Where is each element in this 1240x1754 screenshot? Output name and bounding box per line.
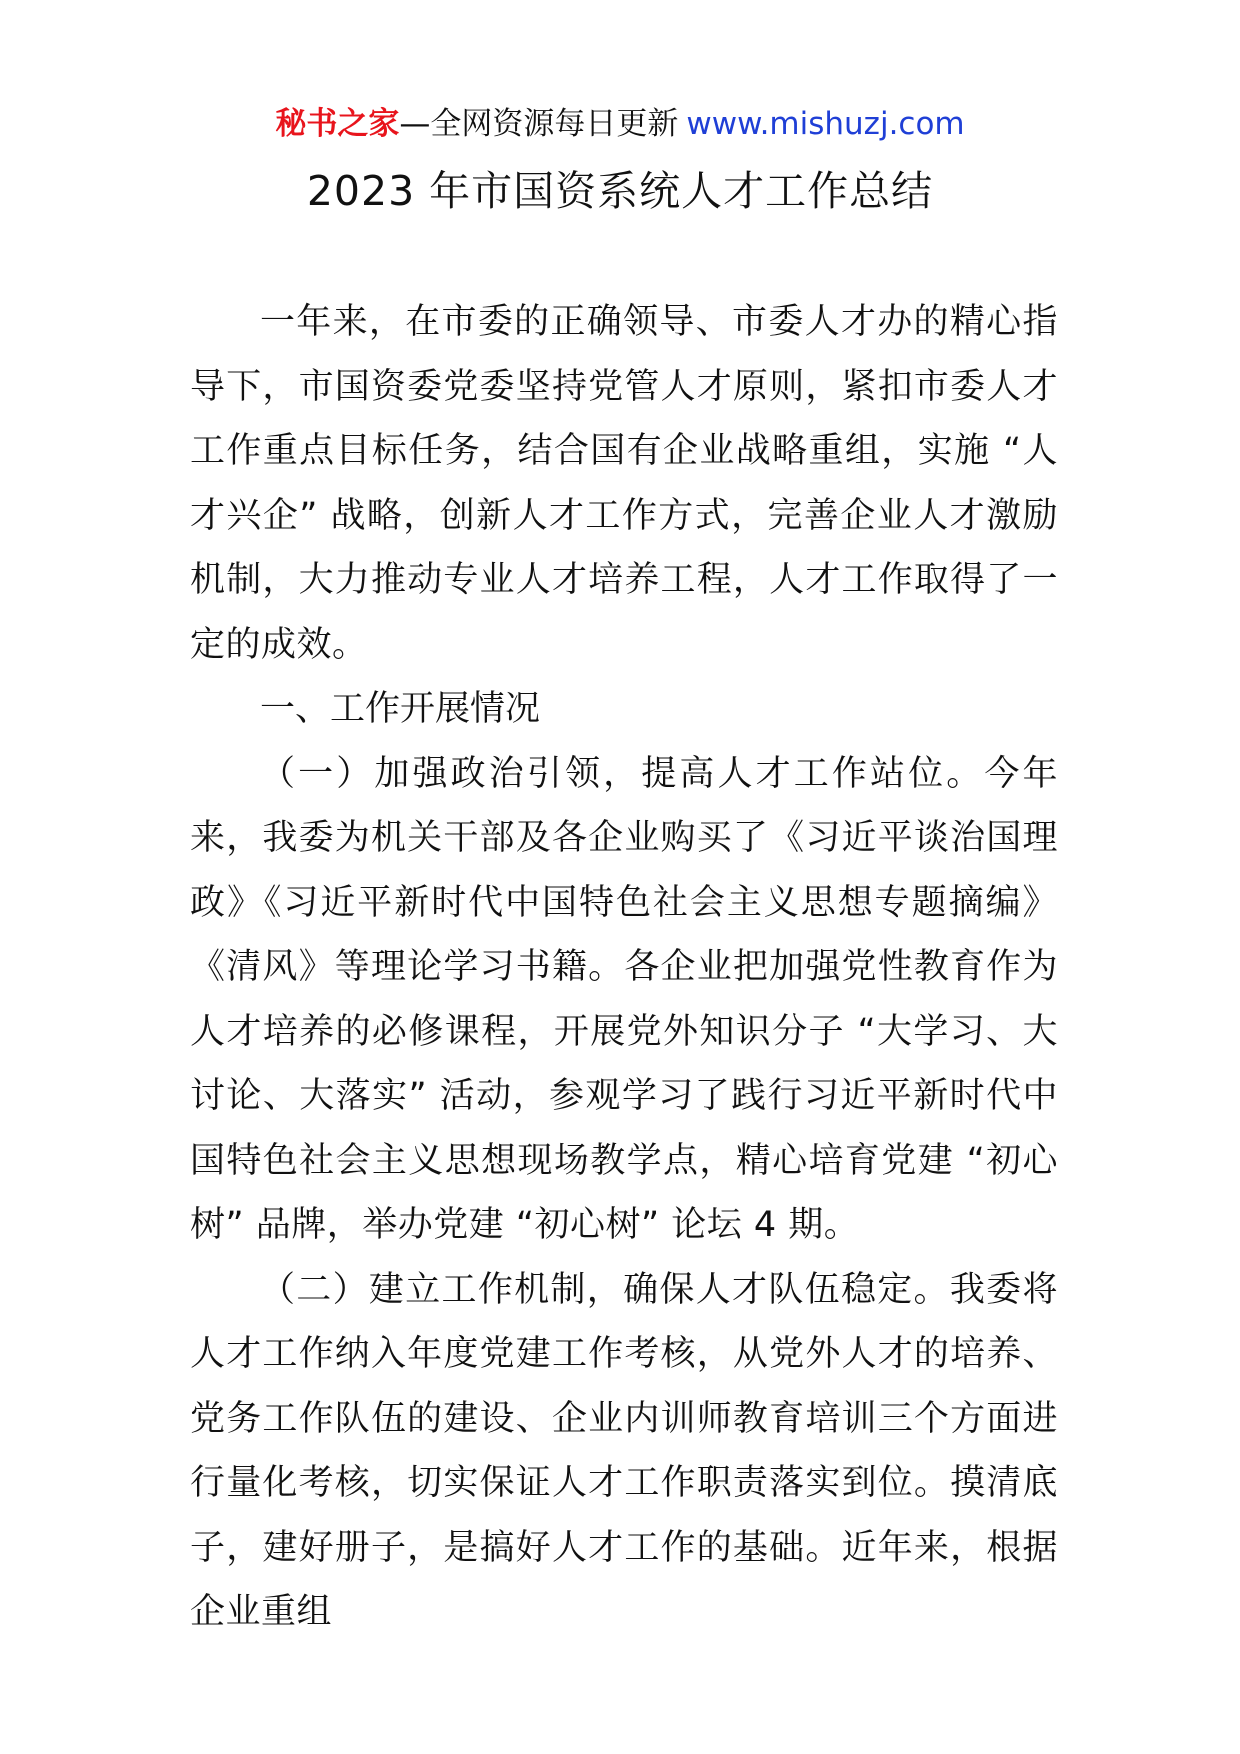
page-title: 2023 年市国资系统人才工作总结	[306, 167, 934, 215]
paragraph-item-2: （二）建立工作机制，确保人才队伍稳定。我委将人才工作纳入年度党建工作考核，从党外人才的培养、党务工作队伍的建设、企业内训师教育培训三个方面进行量化考核，切实保证人才工作职责落实到位。摸清底子，建好册子，是搞好人才工作的基础。近年来，根据企业重组	[190, 1269, 1058, 1632]
document-body	[190, 290, 1058, 1645]
site-link[interactable]: www.mishuzj.com	[686, 106, 965, 142]
watermark-header	[0, 100, 1240, 148]
intro-paragraph: 一年来，在市委的正确领导、市委人才办的精心指导下，市国资委党委坚持党管人才原则，紧扣市委人才工作重点目标任务，结合国有企业战略重组，实施 “人才兴企” 战略，创新人才工作方式，完善企业人才激励机制，大力推动专业人才培养工程，人才工作取得了一定的成效。	[190, 302, 1058, 665]
brand-name: 秘书之家	[275, 106, 400, 142]
header-slogan: —全网资源每日更新	[399, 106, 679, 142]
section-heading: 一、工作开展情况	[260, 689, 541, 729]
paragraph-item-1: （一）加强政治引领，提高人才工作站位。今年来，我委为机关干部及各企业购买了《习近平谈治国理政》《习近平新时代中国特色社会主义思想专题摘编》《清风》等理论学习书籍。各企业把加强党性教育作为人才培养的必修课程，开展党外知识分子 “大学习、大讨论、大落实” 活动，参观学习了践行习近平新时代中国特色社会主义思想现场教学点，精心培育党建 “初心树” 品牌，举办党建 “初心树” 论坛 4 期。	[190, 753, 1058, 1245]
